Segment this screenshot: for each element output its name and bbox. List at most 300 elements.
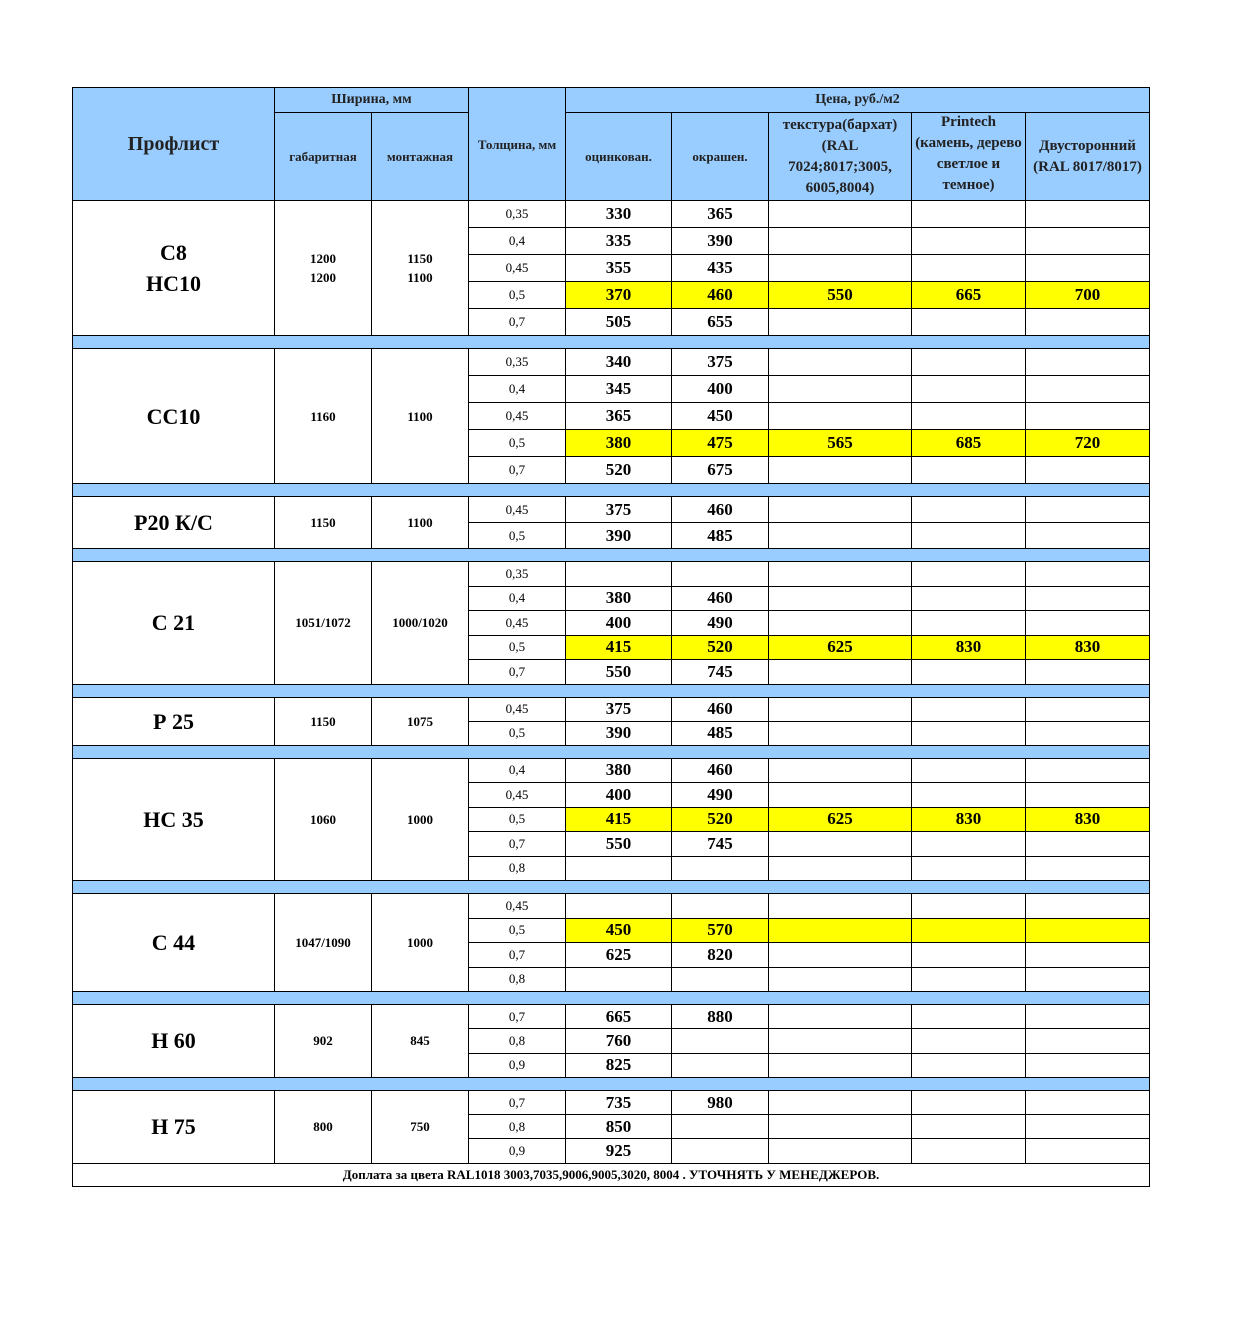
width-mont-value: 1000 — [407, 935, 433, 950]
price-galvanized: 375 — [566, 497, 672, 523]
profile-name — [73, 894, 275, 992]
price-double — [1026, 856, 1150, 881]
price-painted: 675 — [672, 457, 769, 484]
price-texture — [769, 1139, 912, 1163]
thickness-cell: 0,5 — [469, 282, 566, 309]
header-texture: текстура(бархат) (RAL 7024;8017;3005, 6005,8004) — [769, 113, 912, 201]
thickness-cell: 0,8 — [469, 967, 566, 992]
price-painted: 655 — [672, 309, 769, 336]
width-mont-value: 845 — [410, 1033, 430, 1049]
price-double — [1026, 1029, 1150, 1053]
width-mont-value: 1100 — [407, 515, 433, 530]
price-galvanized: 335 — [566, 228, 672, 255]
price-printech — [912, 523, 1026, 549]
price-texture — [769, 856, 912, 881]
price-texture — [769, 562, 912, 587]
price-galvanized: 415 — [566, 635, 672, 660]
width-gab-value: 1150 — [310, 515, 336, 530]
price-double — [1026, 1053, 1150, 1077]
price-printech — [912, 1053, 1026, 1077]
width-gab-cell — [275, 349, 372, 484]
price-galvanized: 520 — [566, 457, 672, 484]
price-galvanized: 365 — [566, 403, 672, 430]
price-galvanized: 380 — [566, 758, 672, 783]
profile-name-line: НС10 — [146, 271, 201, 296]
separator-cell — [73, 549, 1150, 562]
price-painted: 450 — [672, 403, 769, 430]
price-galvanized — [566, 967, 672, 992]
price-printech — [912, 403, 1026, 430]
width-mont-value: 1100 — [407, 270, 433, 285]
price-printech — [912, 758, 1026, 783]
price-double — [1026, 1005, 1150, 1029]
price-printech — [912, 497, 1026, 523]
price-double: 830 — [1026, 635, 1150, 660]
price-double — [1026, 783, 1150, 808]
table-row — [73, 497, 1150, 523]
price-galvanized: 505 — [566, 309, 672, 336]
price-texture — [769, 918, 912, 943]
thickness-cell: 0,4 — [469, 228, 566, 255]
thickness-cell: 0,5 — [469, 721, 566, 745]
price-galvanized: 450 — [566, 918, 672, 943]
price-printech — [912, 1029, 1026, 1053]
header-galvanized: оцинкован. — [566, 113, 672, 201]
price-double — [1026, 943, 1150, 968]
width-mont-cell — [372, 758, 469, 881]
price-double — [1026, 586, 1150, 611]
separator-cell — [73, 484, 1150, 497]
width-gab-value: 1060 — [310, 811, 336, 827]
price-printech — [912, 309, 1026, 336]
thickness-cell: 0,7 — [469, 1005, 566, 1029]
price-double — [1026, 457, 1150, 484]
price-printech — [912, 457, 1026, 484]
profile-name-line: С 44 — [151, 930, 196, 955]
thickness-cell: 0,45 — [469, 403, 566, 430]
profile-name — [73, 697, 275, 745]
price-galvanized: 550 — [566, 660, 672, 685]
separator-cell — [73, 336, 1150, 349]
thickness-cell: 0,45 — [469, 783, 566, 808]
profile-name — [73, 758, 275, 881]
thickness-cell: 0,4 — [469, 376, 566, 403]
price-painted — [672, 856, 769, 881]
price-galvanized: 390 — [566, 721, 672, 745]
price-galvanized: 925 — [566, 1139, 672, 1163]
price-double — [1026, 523, 1150, 549]
price-painted — [672, 562, 769, 587]
width-mont-value: 1150 — [407, 251, 433, 266]
table-row — [73, 562, 1150, 587]
price-printech — [912, 697, 1026, 721]
width-mont-cell — [372, 1005, 469, 1078]
profile-name — [73, 1005, 275, 1078]
price-double — [1026, 201, 1150, 228]
width-mont-cell — [372, 497, 469, 549]
profile-name-line: С8 — [160, 240, 187, 265]
footer-note: Доплата за цвета RAL1018 3003,7035,9006,9005,3020, 8004 . УТОЧНЯТЬ У МЕНЕДЖЕРОВ. — [73, 1163, 1150, 1186]
header-width-gab: габаритная — [275, 113, 372, 201]
thickness-cell: 0,45 — [469, 497, 566, 523]
price-printech — [912, 255, 1026, 282]
price-texture — [769, 586, 912, 611]
table-row — [73, 894, 1150, 919]
group-separator — [73, 1077, 1150, 1090]
width-gab-cell — [275, 894, 372, 992]
price-double: 720 — [1026, 430, 1150, 457]
price-texture — [769, 1029, 912, 1053]
price-painted — [672, 894, 769, 919]
price-galvanized: 370 — [566, 282, 672, 309]
price-double — [1026, 349, 1150, 376]
width-mont-value: 1000 — [407, 811, 433, 827]
price-galvanized: 340 — [566, 349, 672, 376]
width-gab-cell — [275, 758, 372, 881]
price-texture — [769, 967, 912, 992]
header-profile: Профлист — [73, 88, 275, 201]
width-gab-value: 1051/1072 — [295, 615, 351, 631]
price-texture — [769, 894, 912, 919]
separator-cell — [73, 745, 1150, 758]
price-double — [1026, 1115, 1150, 1139]
thickness-cell: 0,45 — [469, 894, 566, 919]
width-gab-value: 1200 — [310, 270, 336, 285]
price-double — [1026, 1090, 1150, 1114]
price-printech — [912, 856, 1026, 881]
header-width-mont: монтажная — [372, 113, 469, 201]
thickness-cell: 0,5 — [469, 523, 566, 549]
price-texture — [769, 721, 912, 745]
group-separator — [73, 745, 1150, 758]
profile-name — [73, 1090, 275, 1163]
width-mont-value: 1075 — [407, 713, 433, 729]
price-painted: 745 — [672, 660, 769, 685]
price-painted: 475 — [672, 430, 769, 457]
price-painted: 880 — [672, 1005, 769, 1029]
table-row — [73, 1090, 1150, 1114]
profile-name-line: С 21 — [151, 610, 196, 636]
price-texture — [769, 1090, 912, 1114]
price-galvanized: 400 — [566, 783, 672, 808]
group-separator — [73, 684, 1150, 697]
price-painted — [672, 1115, 769, 1139]
price-printech — [912, 586, 1026, 611]
price-printech — [912, 660, 1026, 685]
price-double — [1026, 832, 1150, 857]
price-texture — [769, 376, 912, 403]
price-painted: 460 — [672, 497, 769, 523]
price-texture — [769, 228, 912, 255]
price-painted: 365 — [672, 201, 769, 228]
header-double: Двусторонний (RAL 8017/8017) — [1026, 113, 1150, 201]
price-painted: 520 — [672, 635, 769, 660]
table-row — [73, 758, 1150, 783]
thickness-cell: 0,9 — [469, 1139, 566, 1163]
thickness-cell: 0,4 — [469, 586, 566, 611]
price-texture — [769, 1005, 912, 1029]
price-double — [1026, 660, 1150, 685]
thickness-cell: 0,35 — [469, 201, 566, 228]
price-double — [1026, 967, 1150, 992]
price-painted: 570 — [672, 918, 769, 943]
price-double — [1026, 562, 1150, 587]
profile-name-line: СС10 — [146, 403, 201, 429]
group-separator — [73, 549, 1150, 562]
price-printech — [912, 1115, 1026, 1139]
thickness-cell: 0,45 — [469, 611, 566, 636]
price-painted: 745 — [672, 832, 769, 857]
price-painted: 375 — [672, 349, 769, 376]
price-galvanized: 735 — [566, 1090, 672, 1114]
price-texture — [769, 1053, 912, 1077]
price-painted: 460 — [672, 758, 769, 783]
price-galvanized: 825 — [566, 1053, 672, 1077]
price-galvanized: 415 — [566, 807, 672, 832]
price-double — [1026, 697, 1150, 721]
thickness-cell: 0,5 — [469, 635, 566, 660]
price-printech — [912, 349, 1026, 376]
profile-name — [73, 562, 275, 685]
thickness-cell: 0,4 — [469, 758, 566, 783]
width-mont-cell — [372, 894, 469, 992]
price-painted: 400 — [672, 376, 769, 403]
price-galvanized: 380 — [566, 586, 672, 611]
price-texture — [769, 201, 912, 228]
thickness-cell: 0,5 — [469, 807, 566, 832]
price-painted: 460 — [672, 697, 769, 721]
price-painted: 490 — [672, 611, 769, 636]
price-painted: 485 — [672, 721, 769, 745]
price-painted — [672, 1053, 769, 1077]
profile-name — [73, 349, 275, 484]
price-printech — [912, 894, 1026, 919]
price-texture: 625 — [769, 807, 912, 832]
thickness-cell: 0,5 — [469, 430, 566, 457]
price-double — [1026, 758, 1150, 783]
price-galvanized: 375 — [566, 697, 672, 721]
price-texture: 565 — [769, 430, 912, 457]
price-galvanized: 625 — [566, 943, 672, 968]
table-row — [73, 1005, 1150, 1029]
price-texture — [769, 660, 912, 685]
price-painted — [672, 1029, 769, 1053]
separator-cell — [73, 992, 1150, 1005]
price-printech — [912, 1090, 1026, 1114]
width-mont-value: 750 — [410, 1119, 430, 1135]
width-gab-value: 1047/1090 — [295, 935, 351, 950]
width-mont-cell — [372, 697, 469, 745]
table-row — [73, 697, 1150, 721]
group-separator — [73, 336, 1150, 349]
price-painted: 980 — [672, 1090, 769, 1114]
width-gab-value: 800 — [313, 1119, 333, 1135]
table-row — [73, 201, 1150, 228]
price-painted — [672, 967, 769, 992]
price-painted: 820 — [672, 943, 769, 968]
price-double — [1026, 497, 1150, 523]
price-double — [1026, 309, 1150, 336]
price-printech: 830 — [912, 807, 1026, 832]
price-painted: 390 — [672, 228, 769, 255]
profile-name-line: Р 25 — [153, 708, 194, 734]
thickness-cell: 0,9 — [469, 1053, 566, 1077]
price-printech — [912, 832, 1026, 857]
width-gab-value: 1200 — [310, 251, 336, 266]
price-texture — [769, 783, 912, 808]
width-mont-cell — [372, 562, 469, 685]
price-printech — [912, 783, 1026, 808]
thickness-cell: 0,5 — [469, 918, 566, 943]
price-galvanized: 355 — [566, 255, 672, 282]
price-galvanized — [566, 894, 672, 919]
price-double — [1026, 376, 1150, 403]
price-painted: 460 — [672, 282, 769, 309]
price-painted: 490 — [672, 783, 769, 808]
price-printech — [912, 376, 1026, 403]
price-texture — [769, 309, 912, 336]
width-gab-value: 902 — [313, 1033, 333, 1049]
price-texture — [769, 697, 912, 721]
price-galvanized: 665 — [566, 1005, 672, 1029]
price-double — [1026, 894, 1150, 919]
price-printech — [912, 201, 1026, 228]
price-double — [1026, 403, 1150, 430]
table-body — [73, 201, 1150, 1164]
price-printech — [912, 967, 1026, 992]
width-mont-value: 1000/1020 — [392, 615, 448, 631]
thickness-cell: 0,8 — [469, 856, 566, 881]
separator-cell — [73, 881, 1150, 894]
price-printech — [912, 1005, 1026, 1029]
width-gab-cell — [275, 562, 372, 685]
price-printech: 830 — [912, 635, 1026, 660]
price-texture — [769, 255, 912, 282]
profile-name-line: НС 35 — [143, 806, 204, 832]
header-printech-text: Printech (камень, дерево светлое и темное) — [915, 113, 1022, 193]
price-printech — [912, 611, 1026, 636]
price-galvanized — [566, 856, 672, 881]
price-double — [1026, 228, 1150, 255]
price-double — [1026, 918, 1150, 943]
width-mont-cell — [372, 1090, 469, 1163]
thickness-cell: 0,45 — [469, 255, 566, 282]
profile-name — [73, 201, 275, 336]
group-separator — [73, 484, 1150, 497]
price-texture — [769, 943, 912, 968]
price-galvanized: 850 — [566, 1115, 672, 1139]
price-texture — [769, 758, 912, 783]
price-painted: 435 — [672, 255, 769, 282]
thickness-cell: 0,7 — [469, 1090, 566, 1114]
header-painted: окрашен. — [672, 113, 769, 201]
thickness-cell: 0,8 — [469, 1115, 566, 1139]
price-table — [72, 87, 1150, 1187]
price-galvanized: 380 — [566, 430, 672, 457]
price-printech — [912, 562, 1026, 587]
price-texture: 550 — [769, 282, 912, 309]
thickness-cell: 0,7 — [469, 660, 566, 685]
width-mont-cell — [372, 349, 469, 484]
price-double — [1026, 721, 1150, 745]
price-texture — [769, 832, 912, 857]
price-double — [1026, 611, 1150, 636]
price-double: 700 — [1026, 282, 1150, 309]
price-galvanized: 330 — [566, 201, 672, 228]
price-texture — [769, 1115, 912, 1139]
price-painted: 460 — [672, 586, 769, 611]
price-texture — [769, 611, 912, 636]
price-printech — [912, 721, 1026, 745]
width-mont-cell — [372, 201, 469, 336]
price-galvanized: 390 — [566, 523, 672, 549]
width-gab-cell — [275, 201, 372, 336]
width-gab-cell — [275, 1005, 372, 1078]
price-printech: 685 — [912, 430, 1026, 457]
width-gab-cell — [275, 497, 372, 549]
header-price-group: Цена, руб./м2 — [566, 88, 1150, 113]
price-printech — [912, 228, 1026, 255]
thickness-cell: 0,45 — [469, 697, 566, 721]
price-double — [1026, 1139, 1150, 1163]
price-texture — [769, 349, 912, 376]
table-row — [73, 349, 1150, 376]
price-texture — [769, 457, 912, 484]
width-mont-value: 1100 — [407, 408, 433, 424]
profile-name-line: Н 60 — [151, 1028, 196, 1054]
price-double: 830 — [1026, 807, 1150, 832]
price-painted: 520 — [672, 807, 769, 832]
profile-name-line: Р20 К/С — [134, 510, 213, 535]
separator-cell — [73, 1077, 1150, 1090]
header-thickness: Толщина, мм — [469, 88, 566, 201]
price-double — [1026, 255, 1150, 282]
thickness-cell: 0,35 — [469, 562, 566, 587]
separator-cell — [73, 684, 1150, 697]
price-printech — [912, 943, 1026, 968]
price-printech — [912, 918, 1026, 943]
price-galvanized — [566, 562, 672, 587]
price-texture: 625 — [769, 635, 912, 660]
thickness-cell: 0,7 — [469, 457, 566, 484]
price-galvanized: 760 — [566, 1029, 672, 1053]
price-texture — [769, 497, 912, 523]
thickness-cell: 0,7 — [469, 943, 566, 968]
price-painted: 485 — [672, 523, 769, 549]
price-galvanized: 400 — [566, 611, 672, 636]
price-painted — [672, 1139, 769, 1163]
price-galvanized: 550 — [566, 832, 672, 857]
thickness-cell: 0,8 — [469, 1029, 566, 1053]
group-separator — [73, 992, 1150, 1005]
price-texture — [769, 403, 912, 430]
profile-name — [73, 497, 275, 549]
thickness-cell: 0,7 — [469, 309, 566, 336]
width-gab-cell — [275, 697, 372, 745]
profile-name-line: Н 75 — [151, 1114, 196, 1140]
price-galvanized: 345 — [566, 376, 672, 403]
header-width-group: Ширина, мм — [275, 88, 469, 113]
thickness-cell: 0,7 — [469, 832, 566, 857]
price-printech — [912, 1139, 1026, 1163]
group-separator — [73, 881, 1150, 894]
width-gab-cell — [275, 1090, 372, 1163]
price-texture — [769, 523, 912, 549]
header-printech — [912, 113, 1026, 201]
width-gab-value: 1160 — [310, 408, 336, 424]
width-gab-value: 1150 — [310, 713, 336, 729]
thickness-cell: 0,35 — [469, 349, 566, 376]
